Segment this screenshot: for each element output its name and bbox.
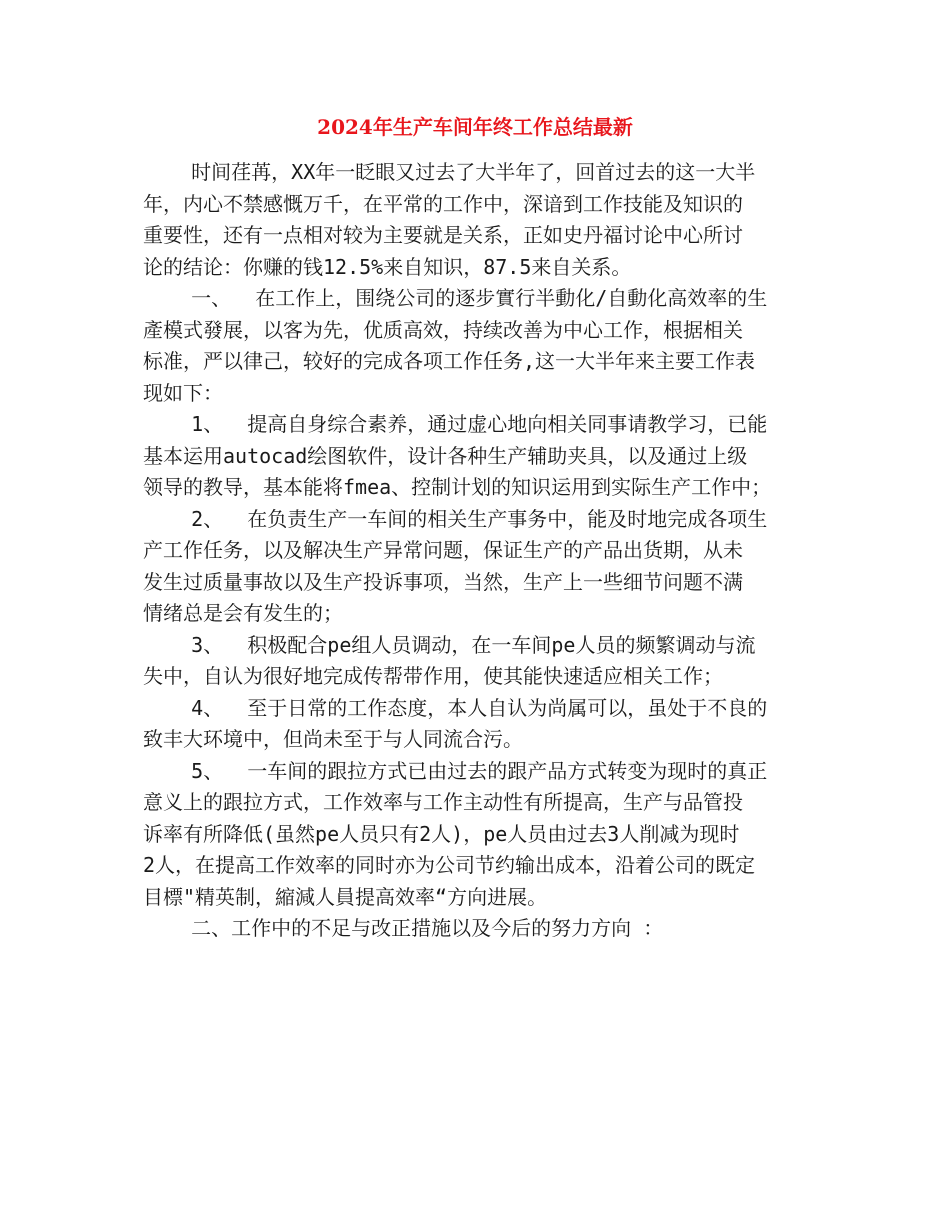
text-line: 情绪总是会有发生的； xyxy=(143,601,343,625)
text-line: 诉率有所降低(虽然pe人员只有2人)，pe人员由过去3人削减为现时 xyxy=(143,821,740,846)
paragraph-item-3 xyxy=(143,630,807,693)
text-line: 2人，在提高工作效率的同时亦为公司节约输出成本，沿着公司的既定 xyxy=(143,853,756,877)
paragraph-item-4 xyxy=(143,693,807,756)
text-line: 致丰大环境中，但尚未至于与人同流合污。 xyxy=(143,727,523,751)
text-line: 现如下： xyxy=(143,380,223,405)
text-line: 领导的教导，基本能将fmea、控制计划的知识运用到实际生产工作中； xyxy=(143,475,772,499)
text-line: 产工作任务，以及解决生产异常问题，保证生产的产品出货期，从未 xyxy=(143,538,743,562)
text-line: 时间荏苒，XX年一眨眼又过去了大半年了，回首过去的这一大半 xyxy=(143,160,756,184)
document-title: 2024年生产车间年终工作总结最新 xyxy=(317,115,633,139)
text-line: 年，内心不禁感慨万千，在平常的工作中，深谙到工作技能及知识的 xyxy=(143,191,743,216)
text-line: 标准，严以律己，较好的完成各项工作任务,这一大半年来主要工作表 xyxy=(143,349,756,373)
paragraph-intro xyxy=(143,157,807,283)
document-body xyxy=(143,157,807,945)
text-line: 4、 至于日常的工作态度，本人自认为尚属可以，虽处于不良的 xyxy=(143,695,768,720)
text-line: 意义上的跟拉方式，工作效率与工作主动性有所提高，生产与品管投 xyxy=(143,790,743,814)
text-line: 论的结论：你赚的钱12.5%来自知识，87.5来自关系。 xyxy=(143,254,632,279)
paragraph-item-1 xyxy=(143,409,807,504)
paragraph-item-2 xyxy=(143,504,807,630)
text-line: 產模式發展，以客为先，优质高效，持续改善为中心工作，根据相关 xyxy=(143,317,743,342)
text-line: 3、 积极配合pe组人员调动，在一车间pe人员的频繁调动与流 xyxy=(143,632,756,657)
text-line: 目標"精英制，縮減人員提高效率“方向进展。 xyxy=(143,884,548,909)
text-line: 发生过质量事故以及生产投诉事项，当然，生产上一些细节问题不满 xyxy=(143,569,743,594)
text-line: 一、 在工作上，围绕公司的逐步實行半動化/自動化高效率的生 xyxy=(143,286,768,310)
text-line: 重要性，还有一点相对较为主要就是关系，正如史丹福讨论中心所讨 xyxy=(143,223,743,247)
text-line: 失中，自认为很好地完成传帮带作用，使其能快速适应相关工作； xyxy=(143,664,723,688)
text-line: 2、 在负责生产一车间的相关生产事务中，能及时地完成各项生 xyxy=(143,506,768,531)
paragraph-section-2 xyxy=(143,913,807,945)
text-line: 基本运用autocad绘图软件，设计各种生产辅助夹具，以及通过上级 xyxy=(143,443,748,468)
paragraph-section-1 xyxy=(143,283,807,409)
paragraph-item-5 xyxy=(143,756,807,914)
text-line: 二、工作中的不足与改正措施以及今后的努力方向 ： xyxy=(143,916,664,940)
text-line: 5、 一车间的跟拉方式已由过去的跟产品方式转变为现时的真正 xyxy=(143,758,768,783)
text-line: 1、 提高自身综合素养，通过虚心地向相关同事请教学习，已能 xyxy=(143,412,768,436)
